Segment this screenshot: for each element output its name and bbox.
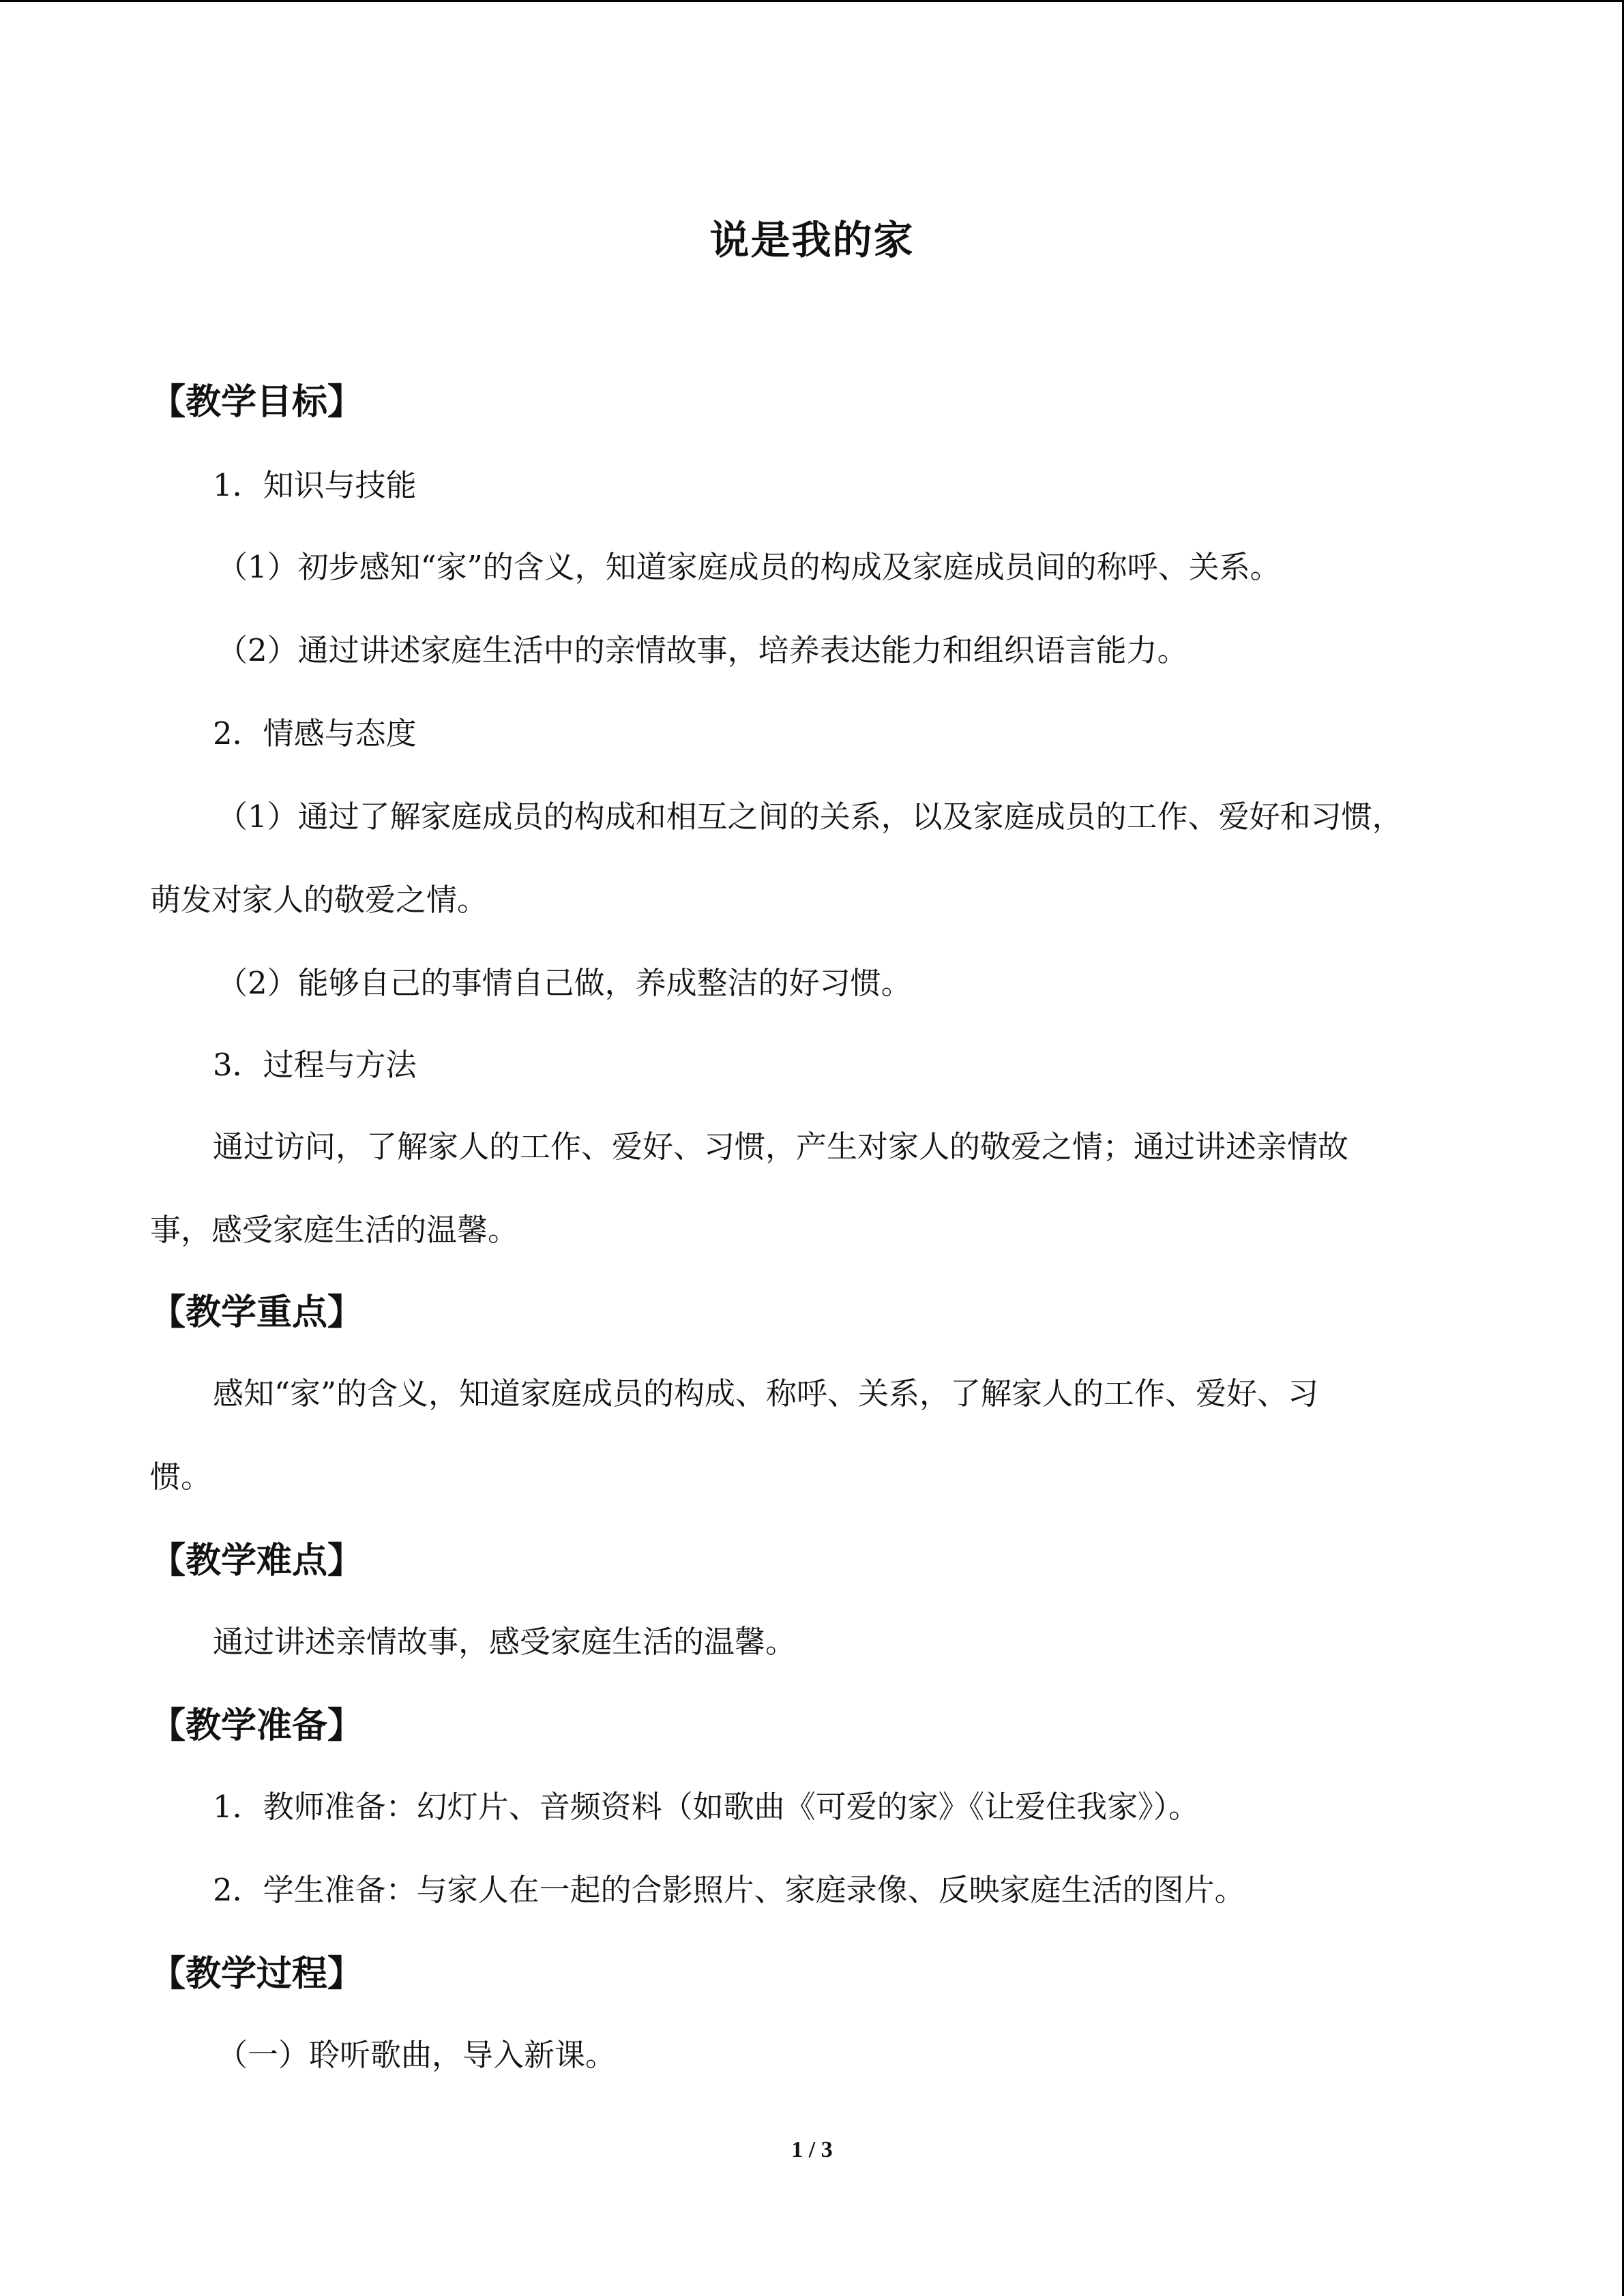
process-step-1: （一）聆听歌曲，导入新课。 xyxy=(217,2037,617,2073)
objective-2-point-1-line-2: 萌发对家人的敬爱之情。 xyxy=(150,882,488,918)
preparation-teacher: 1．教师准备：幻灯片、音频资料（如歌曲《可爱的家》《让爱住我家》）。 xyxy=(213,1789,1200,1825)
page-number: 1 / 3 xyxy=(791,2137,833,2162)
objective-1-title: 1．知识与技能 xyxy=(213,467,417,503)
objective-3-title: 3．过程与方法 xyxy=(213,1047,417,1083)
heading-teaching-objectives: 【教学目标】 xyxy=(150,382,364,423)
heading-preparation: 【教学准备】 xyxy=(150,1705,364,1746)
objective-3-text-line-1: 通过访问，了解家人的工作、爱好、习惯，产生对家人的敬爱之情；通过讲述亲情故 xyxy=(213,1129,1349,1165)
key-points-text-line-1: 感知“家”的含义，知道家庭成员的构成、称呼、关系，了解家人的工作、爱好、习 xyxy=(213,1375,1319,1412)
objective-2-point-2: （2）能够自己的事情自己做，养成整洁的好习惯。 xyxy=(217,965,912,1001)
preparation-students: 2．学生准备：与家人在一起的合影照片、家庭录像、反映家庭生活的图片。 xyxy=(213,1872,1245,1908)
objective-2-title: 2．情感与态度 xyxy=(213,715,417,751)
objective-1-point-1: （1）初步感知“家”的含义，知道家庭成员的构成及家庭成员间的称呼、关系。 xyxy=(217,549,1281,585)
heading-teaching-process: 【教学过程】 xyxy=(150,1954,364,1995)
objective-3-text-line-2: 事，感受家庭生活的温馨。 xyxy=(150,1212,519,1248)
document-title: 说是我的家 xyxy=(709,217,915,263)
page-top-border xyxy=(0,0,1624,2)
objective-2-point-1-line-1: （1）通过了解家庭成员的构成和相互之间的关系，以及家庭成员的工作、爱好和习惯， xyxy=(217,799,1403,835)
difficulties-text: 通过讲述亲情故事，感受家庭生活的温馨。 xyxy=(213,1624,797,1660)
key-points-text-line-2: 惯。 xyxy=(150,1459,212,1495)
heading-difficulties: 【教学难点】 xyxy=(150,1540,364,1581)
objective-1-point-2: （2）通过讲述家庭生活中的亲情故事，培养表达能力和组织语言能力。 xyxy=(217,632,1188,668)
heading-key-points: 【教学重点】 xyxy=(150,1292,364,1333)
